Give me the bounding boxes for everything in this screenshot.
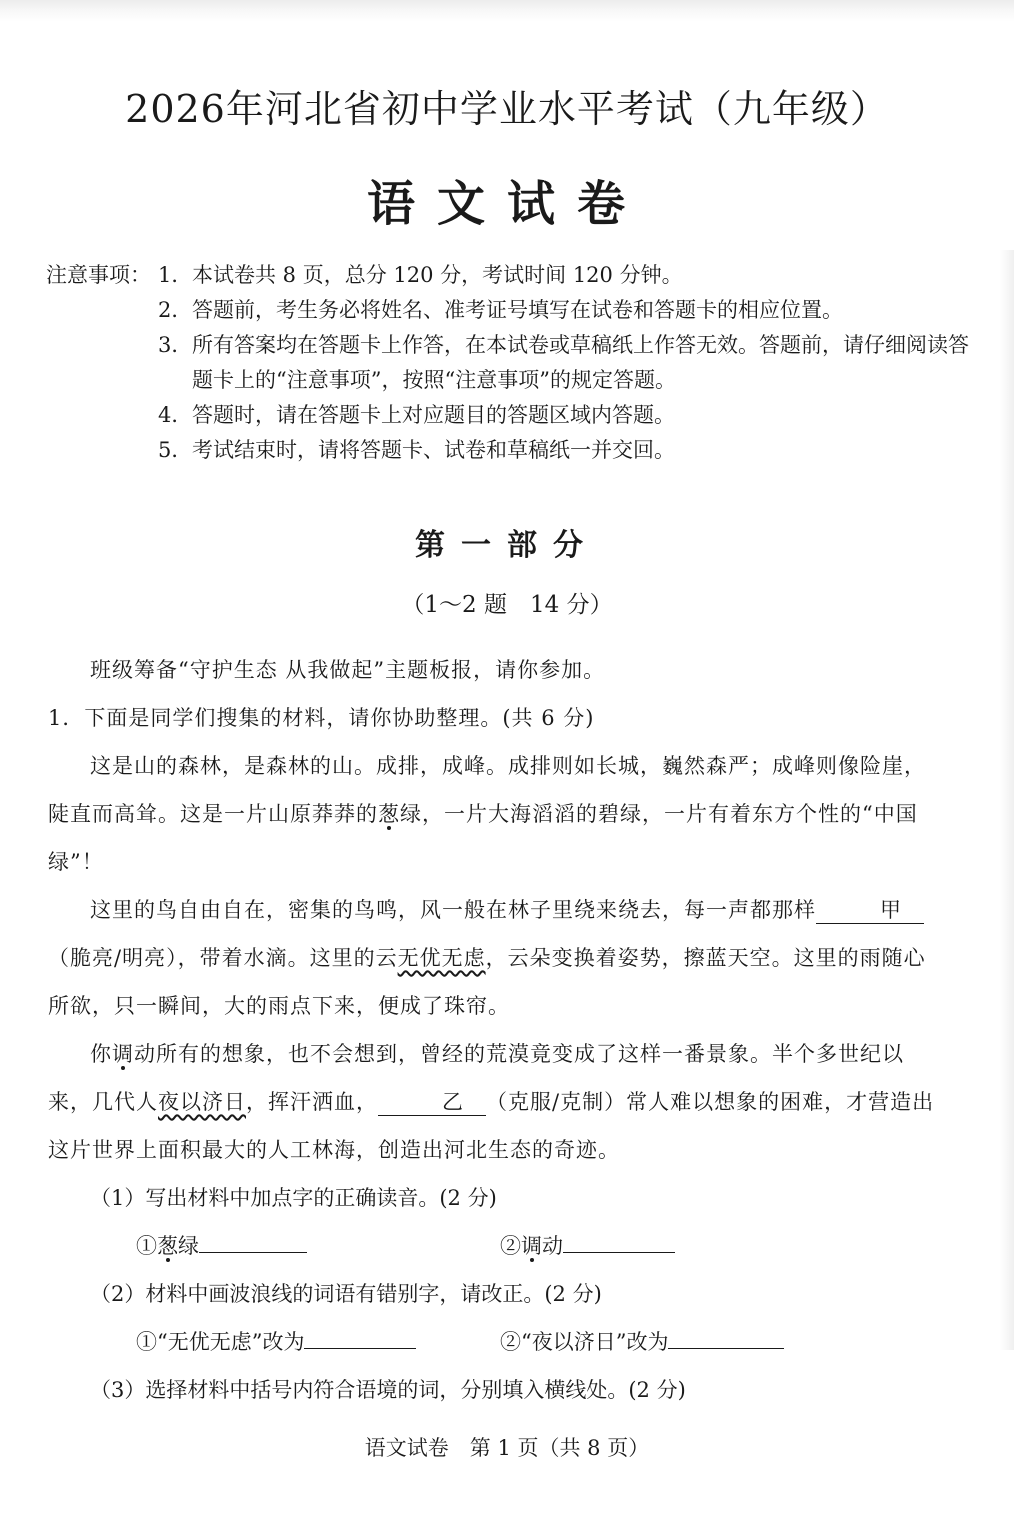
paper-title: 语文试卷 (366, 176, 647, 232)
dotted-character: 葱 (378, 802, 400, 826)
text-span: 绿 (178, 1234, 199, 1258)
notice-item (158, 258, 988, 293)
answer-item (136, 1222, 307, 1270)
sub-question-3: （3）选择材料中括号内符合语境的词，分别填入横线处。(2 分) (90, 1378, 686, 1402)
notice-number: 4． (158, 403, 193, 427)
notice-item (158, 398, 988, 433)
material-paragraph-2 (48, 886, 944, 1030)
item-number: ② (500, 1234, 521, 1258)
notice-number: 5． (158, 438, 193, 462)
notice-number: 2． (158, 298, 193, 322)
notice-text: 考试结束时，请将答题卡、试卷和草稿纸一并交回。 (192, 438, 675, 462)
exam-title: 2026年河北省初中学业水平考试（九年级） (125, 87, 889, 131)
wavy-underlined-word: 夜以济日 (158, 1090, 246, 1114)
intro-paragraph: 班级筹备“守护生态 从我做起”主题板报，请你参加。 (90, 658, 606, 682)
text-span: ，挥汗洒血， (246, 1090, 378, 1114)
sub-question-1: （1）写出材料中加点字的正确读音。(2 分) (90, 1186, 497, 1210)
text-span: 这里的鸟自由自在，密集的鸟鸣，风一般在林子里绕来绕去，每一声都那样 (90, 898, 816, 922)
page-footer: 语文试卷 第 1 页（共 8 页） (364, 1436, 650, 1460)
text-span: ，云朵变换着姿势，擦蓝天空。这里的雨随心所欲，只一瞬间，大的雨点下来，便成了珠帘。 (48, 946, 926, 1018)
notice-item (158, 328, 988, 398)
question-1-stem: 1．下面是同学们搜集的材料，请你协助整理。(共 6 分) (48, 706, 595, 730)
notice-list (158, 258, 988, 468)
dotted-character: 调 (521, 1234, 542, 1258)
notice-text: 本试卷共 8 页，总分 120 分，考试时间 120 分钟。 (192, 263, 683, 287)
text-span: 动所有的想象，也不会想到，曾经的荒漠竟变成了这样一番景象。半个多世纪以来，几代人 (48, 1042, 904, 1114)
notice-item (158, 433, 988, 468)
blank-yi[interactable]: 乙 (378, 1089, 486, 1116)
text-span: （脆亮/明亮），带着水滴。这里的云 (48, 946, 398, 970)
answer-blank[interactable] (199, 1226, 307, 1253)
dotted-character: 葱 (157, 1234, 178, 1258)
notice-number: 3． (158, 333, 193, 357)
text-span: ①“无优无虑”改为 (136, 1330, 305, 1354)
notice-item (158, 293, 988, 328)
text-span: ，一片大海滔滔的碧绿，一片有着东方个性的“中国绿”！ (48, 802, 918, 874)
text-span: 动 (542, 1234, 563, 1258)
material-paragraph-1 (48, 742, 944, 886)
scan-shadow (1000, 250, 1014, 1350)
answer-item (136, 1318, 416, 1366)
blank-jia[interactable]: 甲 (816, 897, 924, 924)
section-title: 第一部分 (415, 528, 599, 563)
notice-number: 1． (158, 263, 193, 287)
section-subtitle: （1～2 题 14 分） (401, 592, 613, 618)
notice-text: 答题前，考生务必将姓名、准考证号填写在试卷和答题卡的相应位置。 (192, 298, 843, 322)
text-span: （克服/克制）常人难以想象的困难，才营造出这片世界上面积最大的人工林海，创造出河北生态的奇迹。 (48, 1090, 935, 1162)
material-paragraph-3 (48, 1030, 944, 1174)
wavy-underlined-word: 无优无虑 (397, 946, 486, 970)
item-number: ① (136, 1234, 157, 1258)
answer-item (500, 1318, 784, 1366)
text-span: ②“夜以济日”改为 (500, 1330, 669, 1354)
notice-text: 答题时，请在答题卡上对应题目的答题区域内答题。 (192, 403, 675, 427)
sub-question-2: （2）材料中画波浪线的词语有错别字，请改正。(2 分) (90, 1282, 602, 1306)
dotted-character: 调 (112, 1042, 134, 1066)
answer-blank[interactable] (563, 1226, 675, 1253)
answer-blank[interactable] (304, 1322, 416, 1349)
text-span: 绿 (400, 802, 422, 826)
answer-blank[interactable] (668, 1322, 784, 1349)
answer-item (500, 1222, 675, 1270)
text-span: 这是山的森林，是森林的山。成排，成峰。成排则如长城，巍然森严；成峰则像险崖，陡直而高耸。这是一片山原莽莽的 (48, 754, 926, 826)
notice-text: 所有答案均在答题卡上作答，在本试卷或草稿纸上作答无效。答题前，请仔细阅读答题卡上的“注意事项”，按照“注意事项”的规定答题。 (192, 333, 969, 392)
text-span: 你 (90, 1042, 112, 1066)
notice-label: 注意事项： (46, 263, 151, 287)
